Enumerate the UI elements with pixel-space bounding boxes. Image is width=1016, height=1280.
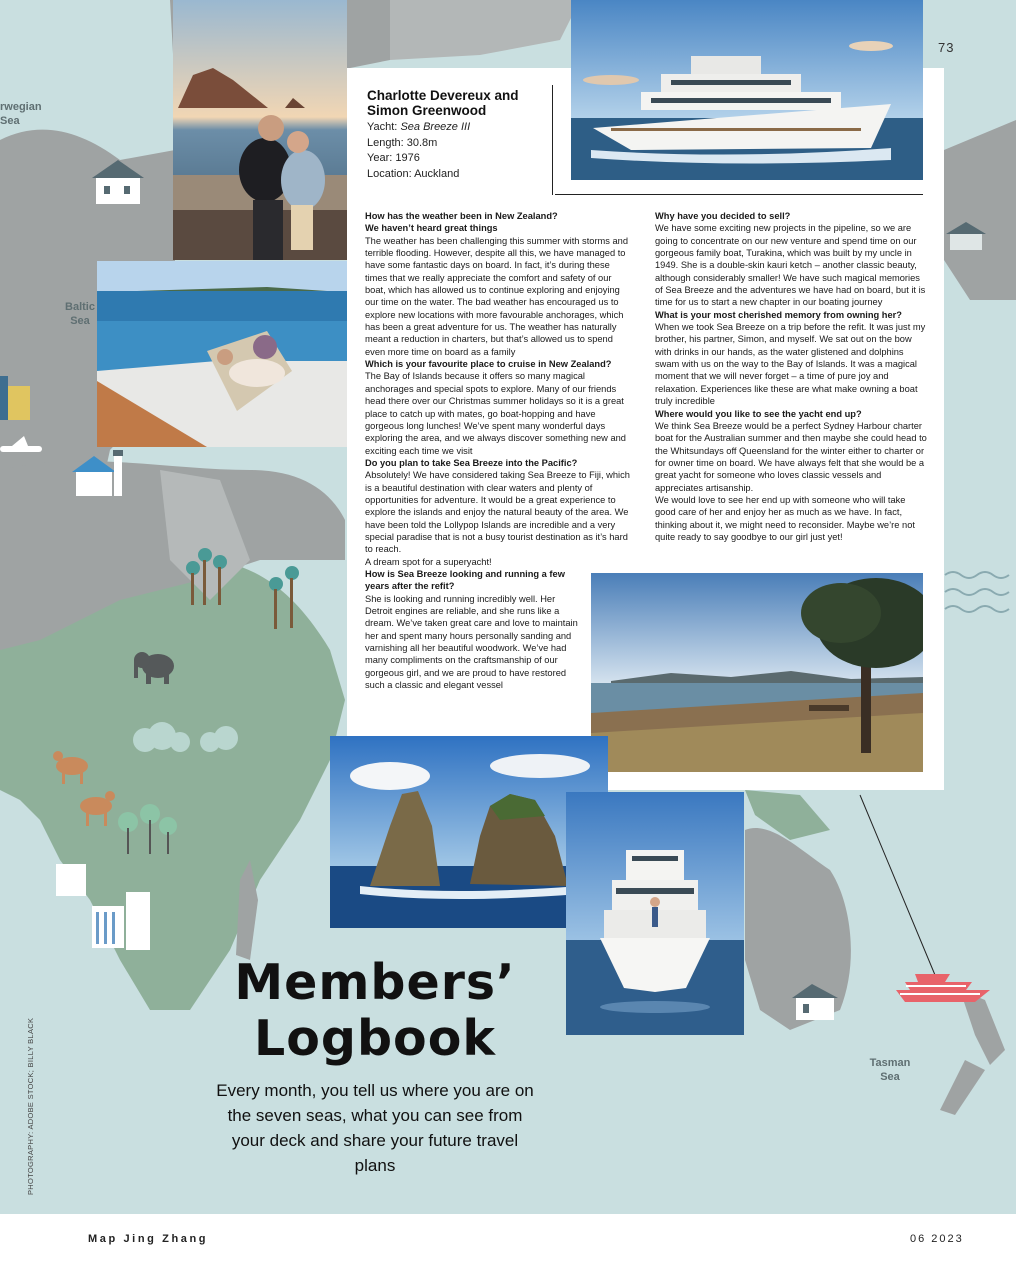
section-title: Members’ Logbook	[234, 954, 516, 1067]
photo-yacht-bow-view	[566, 792, 744, 1035]
sea-label-tasman: Tasman Sea	[869, 1057, 911, 1083]
answer: The weather has been challenging this summer with storms and terrible flooding. However, despite all this, we have managed to have some fantastic days on board. In fact, it’s during these times that we really appreciate the comfort and safety of our boat, which has allowed us to continue exploring and enjoying our time on the water. The bad weather has encouraged us to explore new locations with more favourable anchorages, which has been a great adventure for us. The weather has naturally meant a reduction in charters, but that’s allowed us to spend even more time on board as a family	[365, 235, 629, 357]
header-divider-vertical	[552, 85, 553, 195]
yacht-year: Year: 1976	[367, 152, 420, 164]
question: Which is your favourite place to cruise in New Zealand?	[365, 359, 612, 370]
question: Do you plan to take Sea Breeze into the Pacific?	[365, 457, 578, 468]
yacht-name: Sea Breeze III	[400, 121, 471, 133]
answer: We think Sea Breeze would be a perfect Sydney Harbour charter boat for the Australian summer and then maybe she could head to the Whitsundays off Queensland for the winter either to charter or for owner time on board. We have always felt that she would be a great yacht for someone who loves classic vessels and appreciates artisanship.	[655, 420, 927, 493]
answer: She is looking and running incredibly well. Her Detroit engines are reliable, and she runs like a dream. We’ve taken great care and love to maintain her and spent many hours personally sanding and varnishing all her beautiful woodwork. We’ve had many compliments on the craftsmanship of our gorgeous girl, and we are proud to have restored such a classic and elegant vessel	[365, 593, 578, 691]
footer-issue-date: 06 2023	[910, 1233, 964, 1245]
sea-label-baltic: Baltic Sea	[65, 301, 95, 327]
yacht-location: Location: Auckland	[367, 167, 460, 180]
footer-map-credit: Map Jing Zhang	[88, 1233, 209, 1245]
question: What is your most cherished memory from owning her?	[655, 309, 902, 320]
yacht-label: Yacht:	[367, 121, 401, 133]
answer: We would love to see her end up with someone who will take good care of her and enjoy her as much as we have. In fact, thinking about it, we might need to reconsider. Maybe we’re not quite ready to say goodbye to our girl just yet!	[655, 494, 915, 542]
section-subtitle: Every month, you tell us where you are on the seven seas, what you can see from your deck and share your future travel plans	[216, 1081, 534, 1175]
interview-column-left	[365, 210, 630, 691]
photo-sea-breeze-underway	[571, 0, 923, 180]
superyacht-icon	[896, 974, 990, 1002]
answer: The Bay of Islands because it offers so many magical anchorages and special spots to explore. Many of our friends head there over our Christmas summer holidays so it is a great place to catch up with mates, go boat-hopping and have gorgeous long lunches! We’ve spent many wonderful days exploring the area, and we always discover something new and exciting each time we visit	[365, 371, 626, 456]
owner-names: Charlotte Devereux and Simon Greenwood	[367, 88, 519, 118]
photo-credit: PHOTOGRAPHY: ADOBE STOCK; BILLY BLACK	[26, 1017, 35, 1195]
wave-marks	[945, 572, 1009, 612]
question: We haven’t heard great things	[365, 223, 498, 234]
photo-beach-pohutukawa	[591, 573, 923, 772]
sea-label-norwegian: rwegian Sea	[0, 101, 42, 127]
land-north-strip	[390, 0, 580, 60]
land-asia-east	[944, 120, 1016, 300]
yacht-facts	[367, 120, 470, 182]
header-divider-horizontal	[555, 194, 923, 195]
question: How is Sea Breeze looking and running a few years after the refit?	[365, 568, 565, 592]
land-nz-south	[940, 1060, 985, 1115]
answer: A dream spot for a superyacht!	[365, 556, 492, 567]
question: Where would you like to see the yacht end up?	[655, 408, 862, 419]
photo-couple-on-deck	[173, 0, 347, 260]
question: Why have you decided to sell?	[655, 211, 791, 221]
map-pointer-line	[860, 795, 935, 975]
photo-sunbathing-on-deck	[97, 261, 347, 447]
yacht-length: Length: 30.8m	[367, 136, 438, 149]
interview-column-right	[655, 210, 927, 543]
answer: Absolutely! We have considered taking Sea Breeze to Fiji, which is a beautiful destination with clear waters and plenty of opportunities for adventure. It would be a great experience to explore the islands and enjoy the natural beauty of the area. We have been told the Lollypop Islands are incredible and a very special paradise that is not a busy tourist destination as it’s hard to reach.	[365, 470, 630, 555]
question: How has the weather been in New Zealand?	[365, 211, 558, 221]
yacht-name-line	[367, 120, 470, 136]
page-number: 73	[938, 40, 955, 55]
answer: We have some exciting new projects in the pipeline, so we are going to concentrate on our new venture and spend time on our gorgeous family boat, Turakina, which was built by my uncle in 1949. She is a double-skin kauri ketch – another classic beauty, although considerably smaller! We have such magical memories of Sea Breeze and the adventures we have had on board, but it is time for us to start a new chapter in our boating journey	[655, 223, 926, 308]
answer: When we took Sea Breeze on a trip before the refit. It was just my brother, his partner, Simon, and myself. We sat out on the bow with drinks in our hands, as the water glistened and dolphins swam with us on the way to the Bay of Islands. It was a magical moment that we will never forget – a time of pure joy and relaxation. Experiences like these are what make owning a boat truly incredible	[655, 322, 926, 407]
